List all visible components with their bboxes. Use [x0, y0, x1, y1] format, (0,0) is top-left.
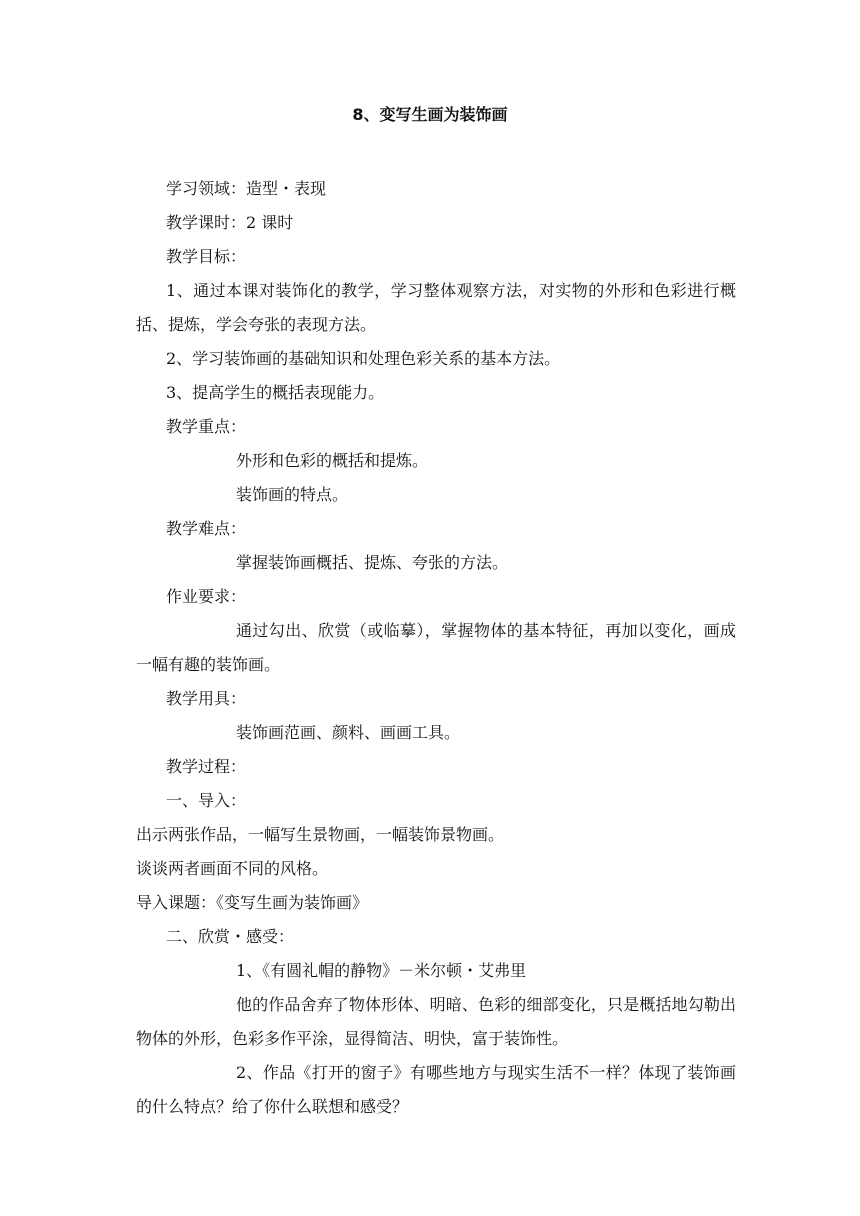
- heading-teaching-goals: 教学目标：: [166, 247, 247, 266]
- key-point-1: 外形和色彩的概括和提炼。: [236, 451, 429, 470]
- heading-key-points: 教学重点：: [166, 417, 247, 436]
- appreciation-item-2: 2、作品《打开的窗子》有哪些地方与现实生活不一样？体现了装饰画的什么特点？给了你什么联想和感受？: [136, 1063, 736, 1116]
- document-title: 8、变写生画为装饰画: [352, 105, 508, 124]
- field-learning-domain: 学习领域：造型・表现: [166, 179, 327, 198]
- document-body: [136, 172, 736, 1124]
- heading-teaching-tools: 教学用具：: [166, 689, 247, 708]
- intro-line-2: 谈谈两者画面不同的风格。: [136, 859, 329, 878]
- homework-text: 通过勾出、欣赏（或临摹），掌握物体的基本特征，再加以变化，画成一幅有趣的装饰画。: [136, 621, 736, 674]
- field-class-hours: 教学课时：2 课时: [166, 213, 294, 232]
- goal-2: 2、学习装饰画的基础知识和处理色彩关系的基本方法。: [166, 349, 561, 368]
- heading-homework: 作业要求：: [166, 587, 247, 606]
- teaching-tools-text: 装饰画范画、颜料、画画工具。: [236, 723, 461, 742]
- appreciation-item-1: 1、《有圆礼帽的静物》－米尔顿・艾弗里: [236, 961, 527, 980]
- goal-3: 3、提高学生的概括表现能力。: [166, 383, 385, 402]
- section-intro-heading: 一、导入：: [166, 791, 247, 810]
- intro-line-1: 出示两张作品，一幅写生景物画，一幅装饰景物画。: [136, 825, 505, 844]
- difficulty-1: 掌握装饰画概括、提炼、夸张的方法。: [236, 553, 509, 572]
- key-point-2: 装饰画的特点。: [236, 485, 349, 504]
- section-appreciation-heading: 二、欣赏・感受：: [166, 927, 295, 946]
- goal-1: 1、通过本课对装饰化的教学，学习整体观察方法，对实物的外形和色彩进行概括、提炼，学会夸张的表现方法。: [136, 281, 736, 334]
- intro-line-3: 导入课题：《变写生画为装饰画》: [136, 893, 369, 912]
- appreciation-item-1-desc: 他的作品舍弃了物体形体、明暗、色彩的细部变化，只是概括地勾勒出物体的外形，色彩多作平涂，显得简洁、明快，富于装饰性。: [136, 995, 736, 1048]
- heading-difficulties: 教学难点：: [166, 519, 247, 538]
- heading-teaching-process: 教学过程：: [166, 757, 247, 776]
